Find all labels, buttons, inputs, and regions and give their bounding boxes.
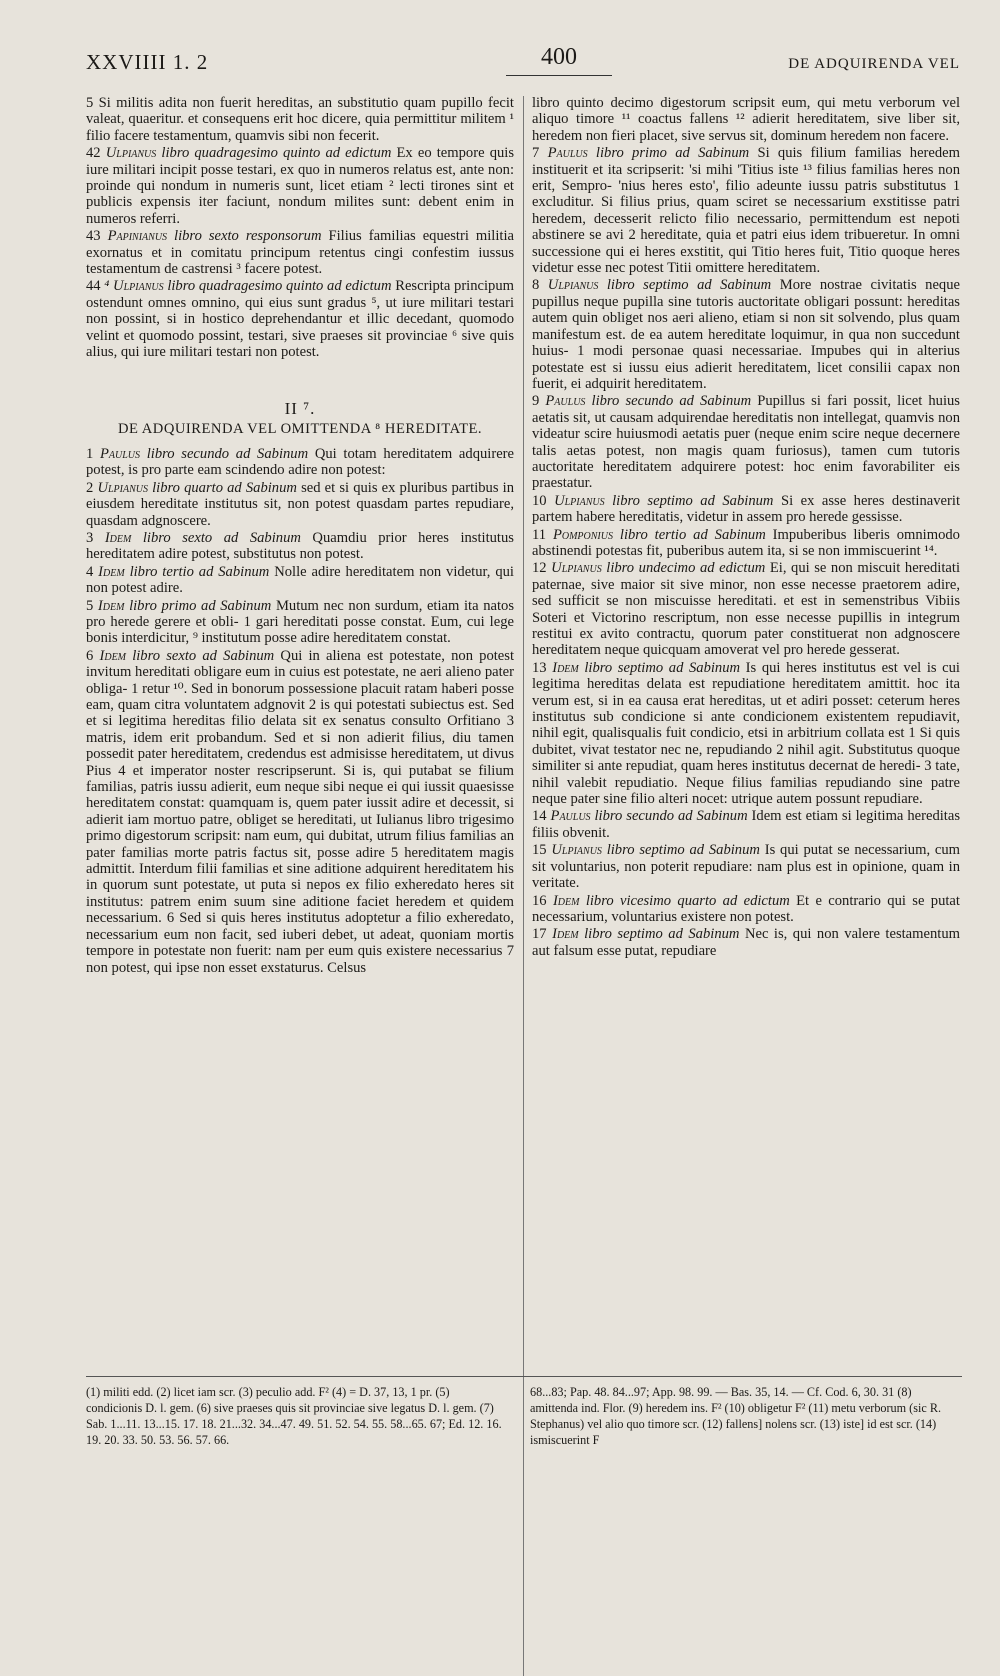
jurist-name: Idem (97, 597, 125, 614)
jurist-name: Paulus (550, 808, 591, 825)
source-citation: libro septimo ad Sabinum (584, 926, 740, 943)
jurist-name: Papinianus (107, 228, 168, 245)
paragraph-number: 6 (86, 647, 94, 664)
paragraph-number: 11 (532, 526, 547, 543)
law-paragraph (86, 648, 514, 976)
law-paragraph (86, 480, 514, 529)
law-paragraph (532, 660, 960, 808)
law-paragraph (86, 145, 514, 227)
paragraph-text: Nec is, qui non valere testamentum aut falsum esse putat, repudiare (532, 926, 960, 959)
paragraph-text: Is qui putat se necessarium, cum sit voluntarius, non poterit repudiare: nam plus est in opinione, quam in veritate. (532, 842, 961, 892)
paragraph-text: Idem est etiam si legitima hereditas filiis obvenit. (532, 808, 961, 841)
paragraph-text: sed et si quis ex pluribus partibus in eiusdem hereditate institutus sit, non potest quasdam partes repudiare, quasdam adgnoscere. (86, 479, 515, 529)
paragraph-number: 3 (86, 529, 94, 546)
jurist-name: Idem (104, 529, 132, 546)
left-column-paragraphs-2 (86, 446, 514, 976)
paragraph-number: 16 (532, 892, 547, 909)
paragraph-number: 1 (86, 445, 94, 462)
section-title: DE ADQUIRENDA VEL OMITTENDA ⁸ HEREDITATE. (117, 420, 483, 437)
paragraph-number: 10 (532, 492, 547, 509)
source-citation: libro secundo ad Sabinum (594, 808, 748, 825)
jurist-name: Idem (552, 926, 579, 943)
law-paragraph (532, 95, 960, 144)
law-paragraph (532, 893, 960, 926)
paragraph-number: 4 (86, 563, 94, 580)
paragraph-number: 8 (532, 277, 540, 294)
jurist-name: Paulus (545, 393, 586, 410)
source-citation: libro tertio ad Sabinum (619, 526, 766, 543)
source-citation: libro sexto ad Sabinum (132, 647, 275, 664)
source-citation: libro secundo ad Sabinum (591, 393, 752, 410)
law-paragraph (532, 393, 960, 491)
paragraph-number: 43 (86, 228, 101, 245)
source-citation: libro sexto responsorum (174, 228, 322, 245)
paragraph-number: 2 (86, 479, 94, 496)
source-citation: libro quarto ad Sabinum (152, 479, 297, 496)
source-citation: libro tertio ad Sabinum (129, 563, 270, 580)
section-heading (86, 398, 514, 438)
paragraph-text: Ex eo tempore quis iure militari incipit posse testari, ex quo in numeros relatus est, ante non: proinde qui nondum in numeris sunt, licet etiam ² lecti tirones sint et publicis expensis iter faciunt, nondum milites sunt: debent enim in numeros referri. (86, 145, 515, 227)
law-paragraph (86, 228, 514, 277)
law-paragraph (532, 527, 960, 560)
source-citation: libro quadragesimo quinto ad edictum (167, 278, 392, 295)
jurist-name: Idem (552, 892, 580, 909)
paragraph-text: Quamdiu prior heres institutus hereditatem adire potest, substitutus non potest. (86, 529, 514, 563)
law-paragraph (86, 95, 514, 144)
paragraph-text: Impuberibus liberis omnimodo abstinendi potestas fit, puberibus autem ita, si se non immiscuerint ¹⁴. (532, 526, 960, 559)
law-paragraph (86, 278, 514, 360)
paragraph-number: 13 (532, 659, 547, 676)
paragraph-text: Et e contrario qui se putat necessarium, voluntarius existere non potest. (532, 892, 960, 925)
section-number: II ⁷. (284, 398, 316, 418)
law-paragraph (86, 446, 514, 479)
paragraph-number: 5 (86, 95, 94, 111)
law-paragraph (532, 808, 960, 841)
paragraph-text: Pupillus si fari possit, licet huius aetatis sit, ut causam adquirendae hereditatis non intellegat, quamvis non videatur scire huiusmodi aetatis puer (neque enim scire neque decernere talis aetas potest, non magis quam furiosus), tamen cum tutoris auctoritate hereditatem adquirere potest: hoc enim favorabiliter eis praestatur. (532, 393, 960, 492)
paragraph-text: More nostrae civitatis neque pupillus neque pupilla sine tutoris auctoritate obligari possunt: hereditas autem quin obliget nos aeri alieno, etiam si non sit solvendo, plus quam manifestum est. de ea autem hereditate loquimur, in qua non succedunt huius- 1 modi personae quasi necessariae. Impubes qui in alterius potestate est si iussu eius adierit hereditatem, licet consilii capax non fuerit, ei adquirit hereditatem. (532, 277, 961, 392)
jurist-name: Ulpianus (97, 479, 148, 496)
page-number: 400 (506, 44, 612, 76)
left-column (86, 94, 514, 976)
law-paragraph (532, 493, 960, 526)
footnote-rule (86, 1376, 962, 1377)
paragraph-text: Mutum nec non surdum, etiam ita natos pro herede gerere et obli- 1 gari hereditati posse constat. Eum, cui lege bonis interdicitur, ⁹ institutum posse adire hereditatem constat. (86, 597, 514, 647)
paragraph-text: Ei, qui se non miscuit hereditati paternae, sive maior sit sive minor, non esse necesse praetorem adire, sed sufficit se non miscuisse hereditati. et est in semenstribus Vibiis Soteri et Victorino rescriptum, non esse necesse pupillis in integrum restitui ex avito contractu, quorum pater constituerat non adgnoscere hereditatem neque quicquam amoverat vel pro herede gesserat. (532, 560, 960, 659)
paragraph-text: Nolle adire hereditatem non videtur, qui non potest adire. (86, 563, 514, 597)
jurist-name: Pomponius (552, 526, 613, 543)
jurist-name: Ulpianus (547, 277, 599, 294)
jurist-name: Paulus (100, 445, 141, 462)
source-citation: libro septimo ad Sabinum (612, 492, 774, 509)
footnotes-left: (1) militi edd. (2) licet iam scr. (3) peculio add. F² (4) = D. 37, 13, 1 pr. (5) condicionis D. l. gem. (6) sive praeses quis sit provinciae sive legatus D. l. gem. (7) Sab. 1...11. 13...15. 17. 18. 21...32. 34...47. 49. 51. 52. 54. 55. 58...65. 67; Ed. 12. 16. 19. 20. 33. 50. 53. 56. 57. 66. (86, 1385, 502, 1447)
source-citation: libro quadragesimo quinto ad edictum (161, 145, 392, 162)
right-column (532, 94, 960, 959)
paragraph-text: Qui totam hereditatem adquirere potest, is pro parte eam scindendo adire non potest: (86, 445, 515, 479)
source-citation: libro septimo ad Sabinum (606, 277, 772, 294)
source-citation: libro primo ad Sabinum (129, 597, 272, 614)
paragraph-number: 9 (532, 393, 540, 410)
paragraph-number: 42 (86, 145, 101, 162)
jurist-name: Idem (552, 659, 579, 676)
paragraph-text: libro quinto decimo digestorum scripsit eum, qui metu verborum vel aliquo timore ¹¹ coactus fallens ¹² adierit hereditatem, sive liber sit, heredem non fieri placet, sive servus sit, dominum heredem non facere. (532, 95, 960, 144)
jurist-name: ⁴ Ulpianus (104, 278, 164, 295)
law-paragraph (86, 598, 514, 647)
paragraph-text: Si militis adita non fuerit hereditas, an substitutio quam pupillo fecit valeat, quaeritur. et consequens erit hoc dicere, quia permittitur militem ¹ filio facere testamentum, quamvis sibi non fecerit. (86, 95, 514, 144)
paragraph-number: 15 (532, 842, 547, 859)
jurist-name: Ulpianus (551, 842, 602, 859)
paragraph-number: 7 (532, 145, 540, 162)
source-citation: libro primo ad Sabinum (595, 145, 750, 162)
source-citation: libro secundo ad Sabinum (146, 445, 309, 462)
paragraph-number: 5 (86, 597, 94, 614)
right-column-paragraphs (532, 95, 960, 959)
paragraph-number: 44 (86, 278, 101, 295)
law-paragraph (532, 560, 960, 658)
source-citation: libro septimo ad Sabinum (584, 659, 741, 676)
law-paragraph (532, 145, 960, 276)
paragraph-number: 14 (532, 808, 547, 825)
running-header (86, 44, 960, 84)
source-citation: libro septimo ad Sabinum (606, 842, 760, 859)
header-reference: XXVIIII 1. 2 (86, 50, 209, 74)
law-paragraph (532, 926, 960, 959)
law-paragraph (532, 277, 960, 392)
paragraph-number: 12 (532, 560, 547, 577)
law-paragraph (532, 842, 960, 891)
paragraph-text: Filius familias equestri militia exornatus et in comitatu principum retentus cingi confestim iussus testamentum de castrensi ³ facere potest. (86, 228, 514, 278)
paragraph-text: Qui in aliena est potestate, non potest invitum hereditati obligare eum in cuius est potestate, ne aeri alieno pater obliga- 1 retur ¹⁰. Sed in bonorum possessione placuit ratam haberi posse eam, quam citra voluntatem adgnovit 2 is qui potestati subiectus est. Sed et si legitima hereditas filio delata sit ex senatus consulto Orfitiano 3 matris, idem erit probandum. Sed et si non adierit filius, diu tamen possedit pater hereditatem, credendus est admisisse hereditatem, ut divus Pius 4 et imperator noster rescripserunt. Si is, qui putabat se filium familias, patris iussu adierit, eum neque sibi neque ei qui iussit quaesisse hereditatem constat: quamquam is, quem pater iussit adire et decessit, si adierit iam mortuo patre, obliget se hereditati, ut Iulianus libro trigesimo primo digestorum scripsit: nam eum, qui dubitat, utrum filius familias an pater familias morte patris factus sit, posse adire 5 hereditatem magis admittit. Interdum filii familias et sine aditione adquirent hereditatem his in quorum sunt potestate, ut puta si nepos ex filio exheredato heres sit institutus: patrem enim suum sine aditione faciet heredem et quidem necessarium. 6 Sed si quis heres institutus adoptetur a filio exheredato, necessarium eum non facit, sed iuberi debet, ut adeat, quoniam mortis tempore in potestate non fuerit: nam per eum quis existere necessarius 7 non potest, qui ipse non esset exstaturus. Celsus (86, 647, 515, 976)
source-citation: libro undecimo ad edictum (606, 560, 766, 577)
jurist-name: Paulus (547, 145, 588, 162)
paragraph-text: Si quis filium familias heredem instituerit et ita scripserit: 'si mihi 'Titius iste ¹³ filius familias heres non erit, Sempro- 'nius heres esto', filio adeunte iussu patris substitutus 1 excluditur. Si filius prius, quam sciret se necessarium exstitisse patri heredem, decesserit relicto filio necessario, permittendum est nepoti abstinere se avi 2 hereditate, quia et patri eius idem tribueretur. In omni successione qui ei heres exstitit, qui Titio heres fuit, Titio quoque heres videtur esse nec potest Titii omittere hereditatem. (532, 145, 961, 277)
paragraph-number: 17 (532, 926, 547, 943)
source-citation: libro sexto ad Sabinum (142, 529, 301, 546)
header-title: DE ADQUIRENDA VEL (788, 56, 960, 72)
paragraph-text: Rescripta principum ostendunt omnes omnino, qui eius sunt gradus ⁵, ut iure militari testari non possint, si in hostico deprehendantur et illic decedant, quomodo velint et quomodo possint, testari, sive praeses sit provinciae ⁶ sive quis alius, qui iure militari testari non potest. (86, 278, 515, 361)
jurist-name: Idem (99, 647, 127, 664)
jurist-name: Idem (98, 563, 125, 580)
source-citation: libro vicesimo quarto ad edictum (585, 892, 790, 909)
law-paragraph (86, 530, 514, 563)
left-column-paragraphs (86, 95, 514, 361)
jurist-name: Ulpianus (551, 560, 602, 577)
column-divider (523, 96, 524, 1676)
footnotes-right: 68...83; Pap. 48. 84...97; App. 98. 99. — Bas. 35, 14. — Cf. Cod. 6, 30. 31 (8) amittenda ind. Flor. (9) heredem ins. F² (10) obligetur F² (11) metu verborum (sic R. Stephanus) vel alio quo timore scr. (12) fallens] nolens scr. (13) iste] id est scr. (14) ismiscuerint F (530, 1385, 941, 1447)
paragraph-text: Is qui heres institutus est vel is cui legitima hereditas delata est repudiatione hereditatem amittit. hoc ita verum est, si in ea causa erat hereditas, ut et adiri posset: ceterum heres institutus sub condicione si ante condicionem existentem repudiavit, nihil egit, qualisqualis fuit condicio, etsi in arbitrium collata est 1 Si quis dubitet, vivat testator nec ne, repudiando 2 nihil agit. Substitutus quoque similiter si ante repudiat, quam heres institutus decernat de heredi- 3 tate, nihil valebit repudiatio. Neque filius familias repudiando sine patre neque pater sine filio alteri nocet: utrique autem possunt repudiare. (532, 659, 960, 808)
law-paragraph (86, 564, 514, 597)
jurist-name: Ulpianus (105, 145, 157, 162)
paragraph-text: Si ex asse heres destinaverit partem habere hereditatis, videtur in assem pro herede gessisse. (532, 492, 960, 526)
jurist-name: Ulpianus (554, 492, 605, 509)
